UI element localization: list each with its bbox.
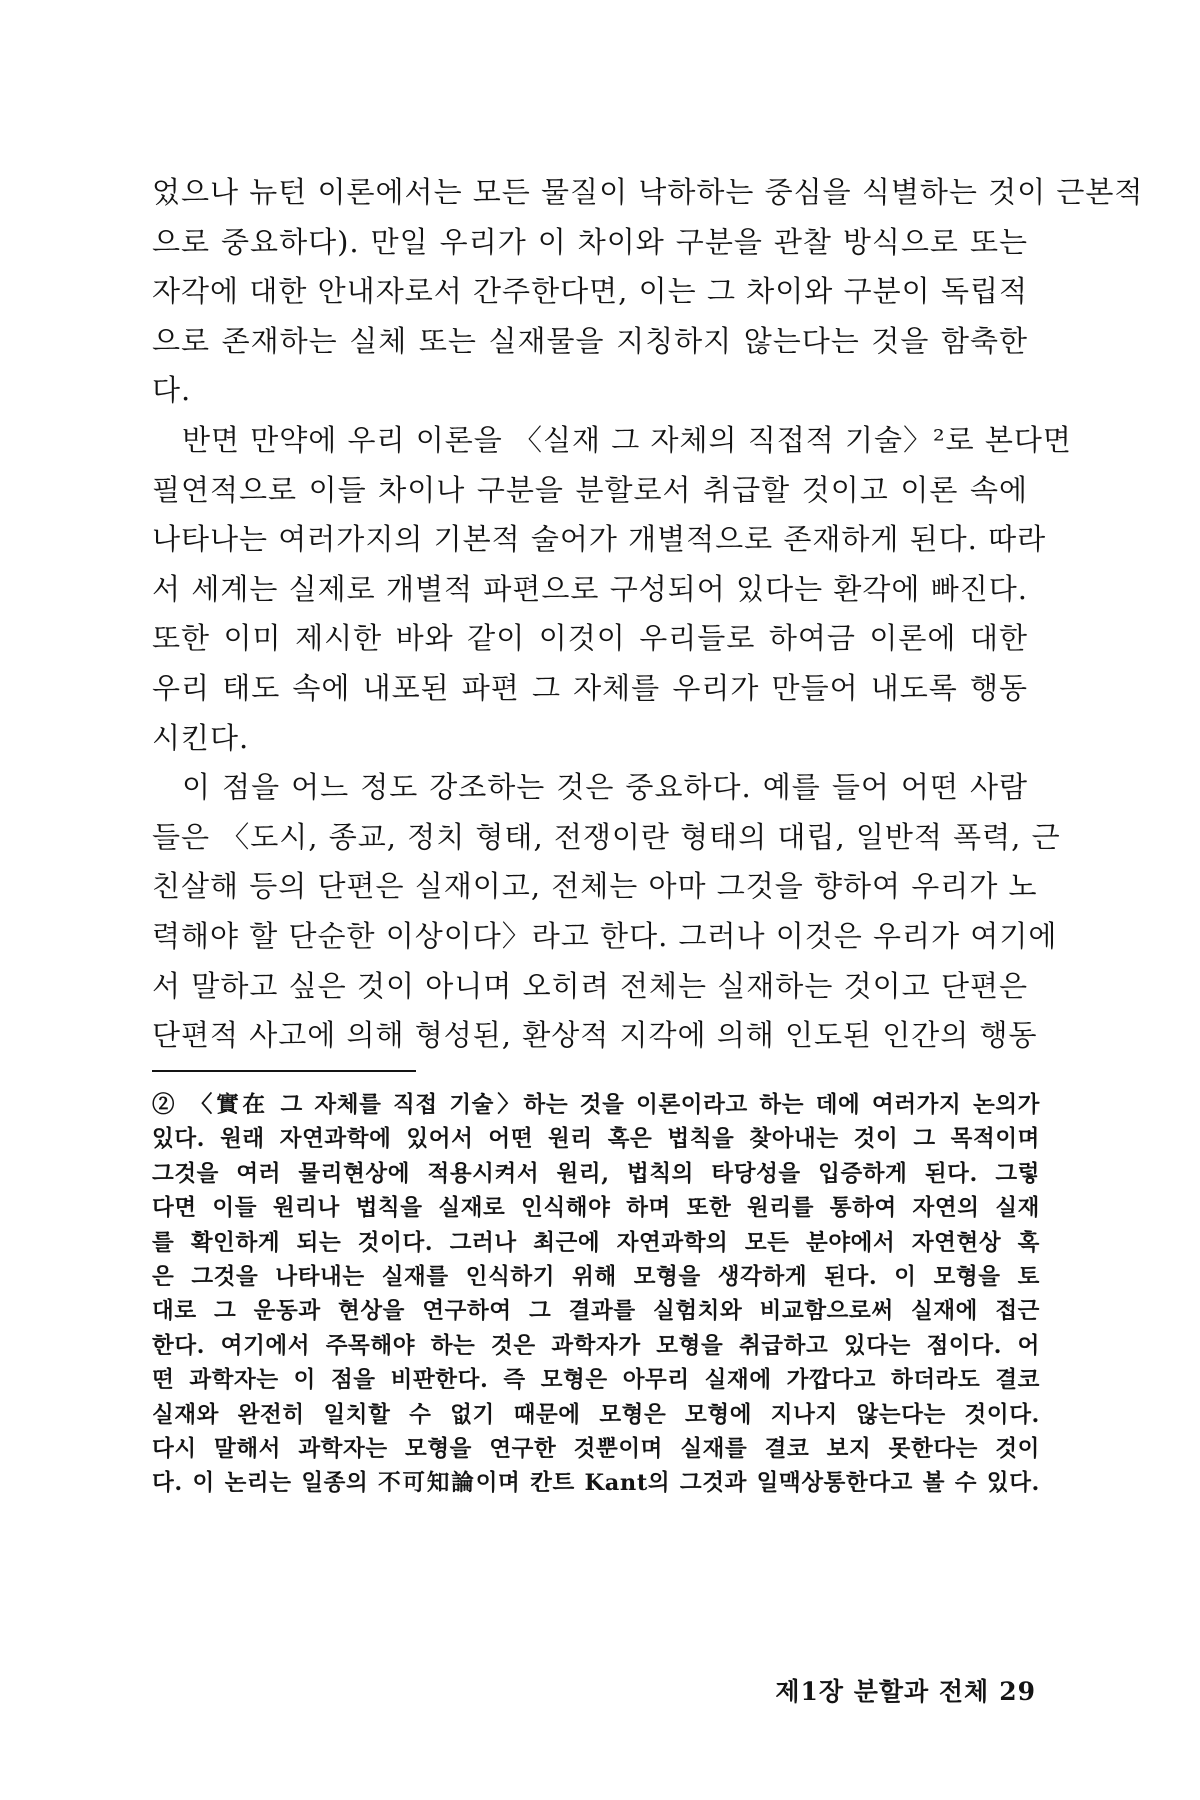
body-line: 나타나는 여러가지의 기본적 술어가 개별적으로 존재하게 된다. 따라 xyxy=(152,522,1047,557)
body-line: 시킨다. xyxy=(152,720,250,755)
body-line: 우리 태도 속에 내포된 파편 그 자체를 우리가 만들어 내도록 행동 xyxy=(152,670,1028,705)
footnote-line: 떤 과학자는 이 점을 비판한다. 즉 모형은 아무리 실재에 가깝다고 하더라도 결코 xyxy=(152,1367,1040,1394)
body-line: 으로 존재하는 실체 또는 실재물을 지칭하지 않는다는 것을 함축한 xyxy=(152,323,1028,358)
body-line: 서 세계는 실제로 개별적 파편으로 구성되어 있다는 환각에 빠진다. xyxy=(152,571,1028,606)
chapter-title: 제1장 분할과 전체 xyxy=(775,1677,990,1706)
page-number: 29 xyxy=(999,1677,1036,1706)
footnote-line: 대로 그 운동과 현상을 연구하여 그 결과를 실험치와 비교함으로써 실재에 접근 xyxy=(152,1298,1040,1325)
footnote xyxy=(152,1088,1040,1501)
body-line: 들은 〈도시, 종교, 정치 형태, 전쟁이란 형태의 대립, 일반적 폭력, 근 xyxy=(152,819,1061,854)
body-line: 필연적으로 이들 차이나 구분을 분할로서 취급할 것이고 이론 속에 xyxy=(152,472,1028,507)
body-line: 이 점을 어느 정도 강조하는 것은 중요하다. 예를 들어 어떤 사람 xyxy=(182,770,1028,805)
footnote-line: 다시 말해서 과학자는 모형을 연구한 것뿐이며 실재를 결코 보지 못한다는 것이 xyxy=(152,1435,1040,1462)
main-body-text xyxy=(152,168,1144,1061)
running-footer xyxy=(775,1672,1036,1708)
footnote-line: 다면 이들 원리나 법칙을 실재로 인식해야 하며 또한 원리를 통하여 자연의 실재 xyxy=(152,1195,1040,1222)
footnote-line: 은 그것을 나타내는 실재를 인식하기 위해 모형을 생각하게 된다. 이 모형을 토 xyxy=(152,1263,1040,1290)
footnote-line: ② 〈實在 그 자체를 직접 기술〉하는 것을 이론이라고 하는 데에 여러가지 논의가 xyxy=(152,1092,1040,1118)
body-line: 으로 중요하다). 만일 우리가 이 차이와 구분을 관찰 방식으로 또는 xyxy=(152,224,1028,259)
body-line: 또한 이미 제시한 바와 같이 이것이 우리들로 하여금 이론에 대한 xyxy=(152,621,1028,656)
body-line: 친살해 등의 단편은 실재이고, 전체는 아마 그것을 향하여 우리가 노 xyxy=(152,869,1038,904)
body-line: 다. xyxy=(152,373,192,408)
footnote-line: 한다. 여기에서 주목해야 하는 것은 과학자가 모형을 취급하고 있다는 점이다. 어 xyxy=(152,1332,1040,1359)
footnote-line: 를 확인하게 되는 것이다. 그러나 최근에 자연과학의 모든 분야에서 자연현상 혹 xyxy=(152,1229,1040,1256)
body-line: 반면 만약에 우리 이론을 〈실재 그 자체의 직접적 기술〉²로 본다면 xyxy=(182,422,1072,457)
footnote-line: 실재와 완전히 일치할 수 없기 때문에 모형은 모형에 지나지 않는다는 것이다. xyxy=(152,1401,1040,1428)
footnote-divider xyxy=(152,1070,416,1072)
footnote-line: 그것을 여러 물리현상에 적용시켜서 원리, 법칙의 타당성을 입증하게 된다. 그렇 xyxy=(152,1160,1040,1187)
body-line: 었으나 뉴턴 이론에서는 모든 물질이 낙하하는 중심을 식별하는 것이 근본적 xyxy=(152,175,1144,209)
body-line: 서 말하고 싶은 것이 아니며 오히려 전체는 실재하는 것이고 단편은 xyxy=(152,968,1028,1003)
footnote-line: 있다. 원래 자연과학에 있어서 어떤 원리 혹은 법칙을 찾아내는 것이 그 목적이며 xyxy=(152,1126,1040,1153)
footnote-line: 다. 이 논리는 일종의 不可知論이며 칸트 Kant의 그것과 일맥상통한다고 볼 수 있다. xyxy=(152,1470,1040,1497)
body-line: 력해야 할 단순한 이상이다〉라고 한다. 그러나 이것은 우리가 여기에 xyxy=(152,918,1058,953)
body-line: 단편적 사고에 의해 형성된, 환상적 지각에 의해 인도된 인간의 행동 xyxy=(152,1018,1038,1053)
body-line: 자각에 대한 안내자로서 간주한다면, 이는 그 차이와 구분이 독립적 xyxy=(152,274,1028,309)
